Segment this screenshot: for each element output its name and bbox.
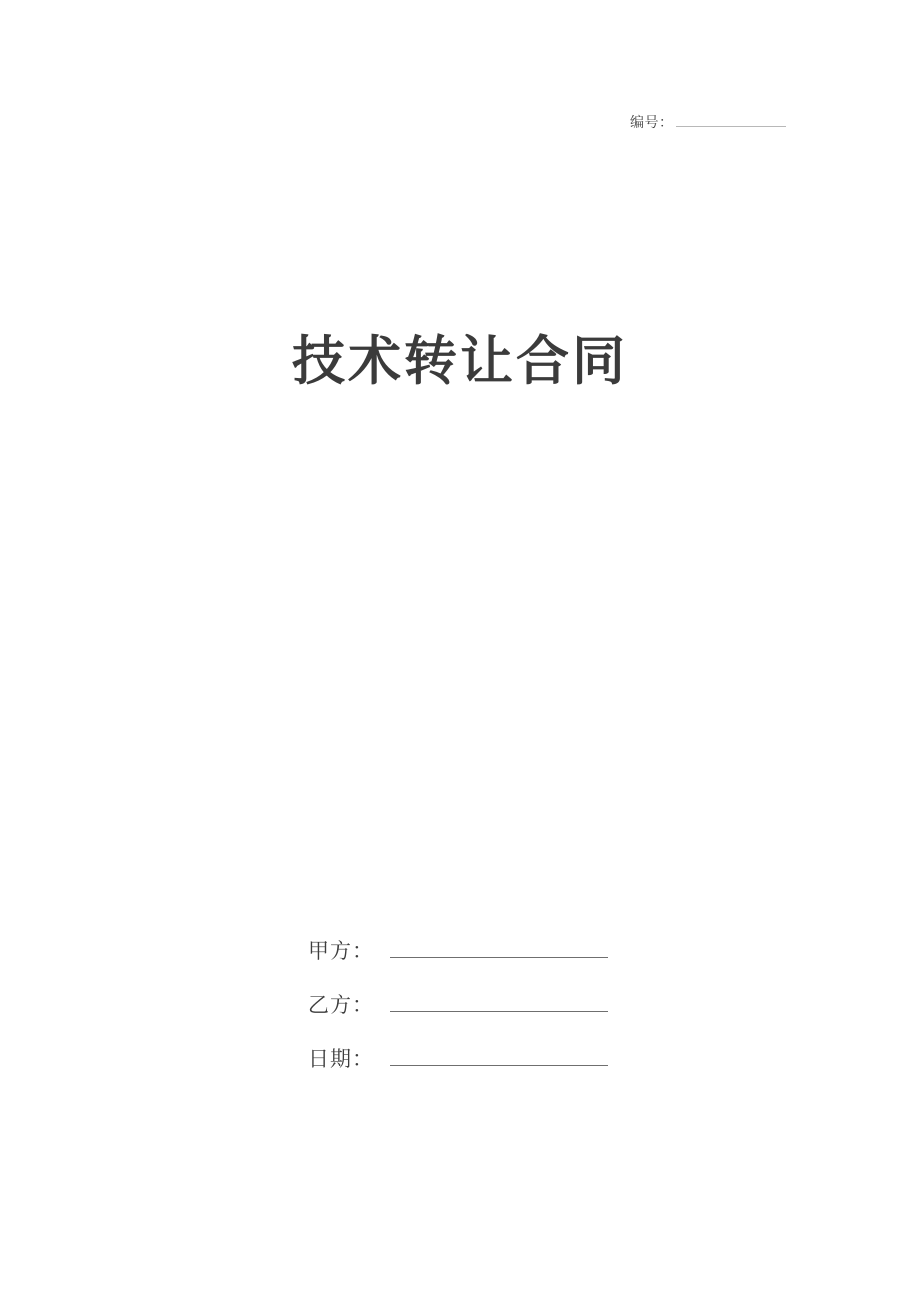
signature-row-party-a	[308, 935, 728, 965]
date-label: 日期：	[308, 1047, 374, 1071]
party-a-blank[interactable]	[390, 940, 608, 958]
party-b-blank[interactable]	[390, 994, 608, 1012]
party-b-label: 乙方：	[308, 993, 374, 1017]
document-title: 技术转让合同	[292, 331, 628, 392]
date-blank[interactable]	[390, 1048, 608, 1066]
party-a-label: 甲方：	[308, 939, 374, 963]
signature-row-party-b	[308, 989, 728, 1019]
document-number-field	[630, 112, 786, 132]
signature-block	[308, 935, 728, 1097]
signature-row-date	[308, 1043, 728, 1073]
document-number-label: 编号：	[630, 115, 674, 131]
document-number-blank[interactable]	[676, 113, 786, 127]
